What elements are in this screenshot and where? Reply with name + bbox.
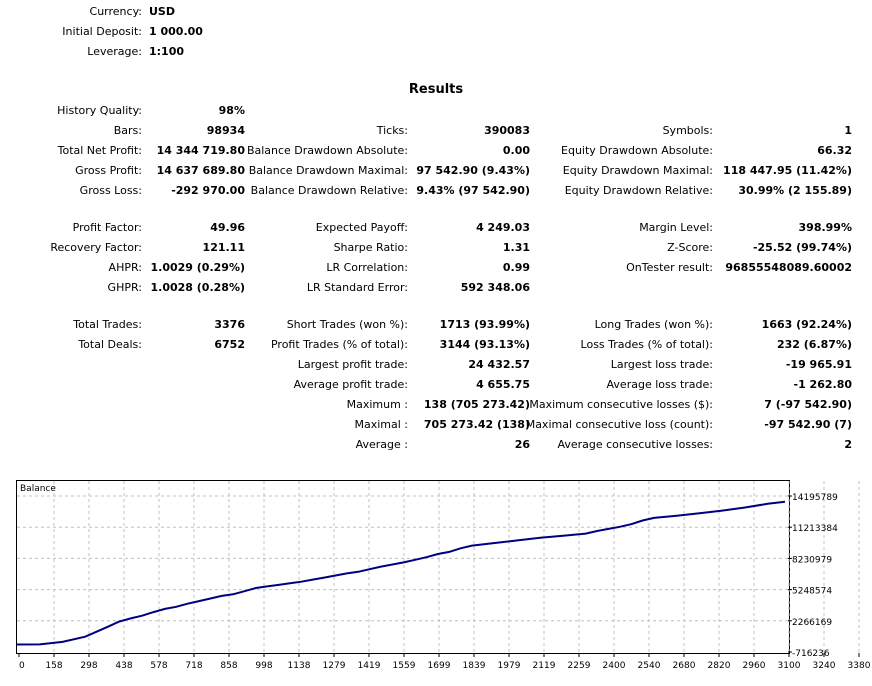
stat-label: OnTester result: (626, 261, 713, 274)
stat-value: 4 249.03 (476, 221, 530, 234)
stat-label: Bars: (113, 124, 142, 137)
stat-value: 4 655.75 (476, 378, 530, 391)
stat-label: Balance Drawdown Maximal: (248, 164, 408, 177)
balance-chart (0, 460, 872, 686)
stat-label: GHPR: (107, 281, 142, 294)
x-tick-label: 2119 (532, 661, 556, 671)
stat-value: 24 432.57 (468, 358, 530, 371)
x-tick-label: 1559 (392, 661, 416, 671)
y-tick-label: 5248574 (792, 586, 833, 597)
stat-label: Average loss trade: (606, 378, 713, 391)
stat-label: Gross Profit: (75, 164, 142, 177)
stat-value: -25.52 (99.74%) (752, 241, 852, 254)
stat-label: Ticks: (376, 124, 408, 137)
stat-value: 592 348.06 (460, 281, 530, 294)
stat-label: Profit Trades (% of total): (270, 338, 408, 351)
stat-value: 390083 (484, 124, 530, 137)
stat-label: Short Trades (won %): (286, 318, 408, 331)
x-tick-label: 3100 (777, 661, 801, 671)
stat-value: 1.0029 (0.29%) (150, 261, 245, 274)
stat-label: Equity Drawdown Absolute: (561, 144, 713, 157)
stat-label: Equity Drawdown Maximal: (562, 164, 713, 177)
stat-value: 98% (218, 104, 245, 117)
x-tick-label: 0 (19, 661, 25, 671)
header-value: USD (149, 5, 175, 18)
stat-label: Expected Payoff: (315, 221, 408, 234)
header-label: Leverage: (87, 45, 142, 58)
x-tick-label: 718 (185, 661, 203, 671)
header-value: 1:100 (149, 45, 185, 58)
stat-value: 1.0028 (0.28%) (150, 281, 245, 294)
x-tick-label: 1839 (462, 661, 486, 671)
stat-label: Profit Factor: (72, 221, 142, 234)
stat-value: 3144 (93.13%) (439, 338, 530, 351)
stat-value: 3376 (214, 318, 245, 331)
stat-label: Maximum : (346, 398, 408, 411)
x-tick-label: 298 (80, 661, 98, 671)
x-tick-label: 578 (150, 661, 168, 671)
x-tick-label: 438 (115, 661, 133, 671)
stat-label: Total Net Profit: (57, 144, 142, 157)
stat-value: -292 970.00 (171, 184, 245, 197)
stat-value: 98934 (206, 124, 245, 137)
stat-value: 6752 (214, 338, 245, 351)
x-tick-label: 2400 (602, 661, 626, 671)
stat-value: 9.43% (97 542.90) (416, 184, 530, 197)
y-tick-label: 8230979 (792, 555, 833, 566)
stat-value: 0.00 (502, 144, 530, 157)
y-tick-label: 11213384 (792, 524, 838, 535)
stat-label: Average profit trade: (293, 378, 408, 391)
x-tick-label: 998 (255, 661, 273, 671)
stat-value: 1 (844, 124, 852, 137)
stat-value: 49.96 (210, 221, 245, 234)
stat-label: Equity Drawdown Relative: (564, 184, 713, 197)
x-tick-label: 2680 (672, 661, 696, 671)
stat-value: 96855548089.60002 (725, 261, 852, 274)
stat-label: Balance Drawdown Absolute: (246, 144, 408, 157)
chart-title: Balance (20, 484, 56, 494)
stat-label: Recovery Factor: (50, 241, 142, 254)
stat-label: Balance Drawdown Relative: (250, 184, 408, 197)
x-tick-label: 158 (45, 661, 63, 671)
stat-value: -1 262.80 (793, 378, 852, 391)
x-tick-label: 1699 (427, 661, 451, 671)
stat-label: Maximum consecutive losses ($): (529, 398, 713, 411)
stat-label: Z-Score: (667, 241, 713, 254)
y-tick-label: 14195789 (792, 493, 838, 503)
x-axis (19, 653, 871, 671)
stat-label: LR Correlation: (326, 261, 408, 274)
y-tick-label: 2266169 (792, 617, 833, 628)
stat-label: Maximal consecutive loss (count): (525, 418, 713, 431)
stat-value: 121.11 (202, 241, 245, 254)
stat-value: 398.99% (798, 221, 852, 234)
stat-value: 30.99% (2 155.89) (738, 184, 852, 197)
stat-value: -97 542.90 (7) (764, 418, 852, 431)
x-tick-label: 3380 (847, 661, 871, 671)
header-value: 1 000.00 (149, 25, 203, 38)
stat-label: Symbols: (662, 124, 713, 137)
x-tick-label: 858 (220, 661, 238, 671)
stat-value: 118 447.95 (11.42%) (723, 164, 852, 177)
stat-value: 1713 (93.99%) (439, 318, 530, 331)
x-tick-label: 3240 (812, 661, 836, 671)
stat-label: History Quality: (57, 104, 142, 117)
x-tick-label: 1979 (497, 661, 521, 671)
x-tick-label: 2540 (637, 661, 661, 671)
stat-value: 2 (844, 438, 852, 451)
chart-grid (17, 481, 859, 653)
stat-label: Largest profit trade: (297, 358, 408, 371)
x-tick-label: 2960 (742, 661, 766, 671)
x-tick-label: 2820 (707, 661, 731, 671)
stat-label: Average : (355, 438, 408, 451)
stat-value: 232 (6.87%) (776, 338, 852, 351)
balance-line (17, 502, 785, 645)
stat-value: 0.99 (502, 261, 530, 274)
y-axis (788, 493, 838, 659)
stat-label: Largest loss trade: (610, 358, 713, 371)
stat-value: 14 637 689.80 (156, 164, 245, 177)
stat-label: Maximal : (354, 418, 408, 431)
stat-value: 138 (705 273.42) (423, 398, 530, 411)
stat-value: 97 542.90 (9.43%) (416, 164, 530, 177)
stat-label: Loss Trades (% of total): (580, 338, 713, 351)
stat-value: 705 273.42 (138) (423, 418, 530, 431)
x-tick-label: 1138 (287, 661, 311, 671)
stat-label: Total Deals: (78, 338, 142, 351)
stat-label: Gross Loss: (79, 184, 142, 197)
x-tick-label: 1279 (322, 661, 346, 671)
stat-label: Average consecutive losses: (557, 438, 713, 451)
stat-value: 14 344 719.80 (156, 144, 245, 157)
stat-label: Sharpe Ratio: (333, 241, 408, 254)
y-tick-label: -716236 (792, 649, 830, 659)
results-title: Results (408, 82, 464, 97)
stat-value: -19 965.91 (785, 358, 852, 371)
stat-label: Margin Level: (639, 221, 713, 234)
header-label: Initial Deposit: (62, 25, 142, 38)
x-tick-label: 2259 (567, 661, 591, 671)
header-label: Currency: (89, 5, 142, 18)
stat-value: 1663 (92.24%) (761, 318, 852, 331)
stat-label: Long Trades (won %): (594, 318, 713, 331)
stat-value: 7 (-97 542.90) (764, 398, 852, 411)
stat-label: LR Standard Error: (306, 281, 408, 294)
stat-value: 1.31 (502, 241, 530, 254)
x-tick-label: 1419 (357, 661, 381, 671)
stat-value: 26 (514, 438, 530, 451)
stat-label: AHPR: (108, 261, 142, 274)
stat-label: Total Trades: (73, 318, 142, 331)
stat-value: 66.32 (817, 144, 852, 157)
